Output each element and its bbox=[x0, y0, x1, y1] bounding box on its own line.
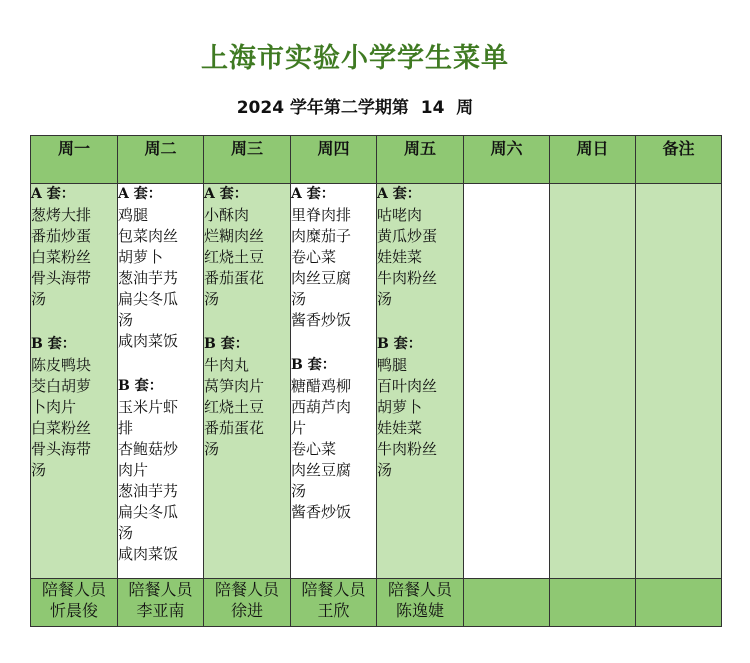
menu-item: 酱香炒饭 bbox=[291, 503, 352, 521]
menu-item: 酱香炒饭 bbox=[291, 311, 352, 329]
menu-item: 骨头海带 bbox=[31, 440, 92, 458]
header-row bbox=[31, 136, 722, 184]
set-label: B 套： bbox=[204, 336, 249, 352]
set-label: A 套： bbox=[118, 186, 162, 202]
menu-item: 娃娃菜 bbox=[377, 419, 423, 437]
menu-item: 卷心菜 bbox=[291, 248, 337, 266]
header-tuesday: 周二 bbox=[118, 136, 204, 184]
menu-cell-monday bbox=[31, 184, 118, 579]
menu-item: 肉片 bbox=[118, 461, 149, 479]
menu-item: 卜肉片 bbox=[31, 398, 77, 416]
staff-label: 陪餐人员 bbox=[128, 580, 193, 599]
set-label: B 套： bbox=[291, 357, 336, 373]
menu-item: 骨头海带 bbox=[31, 269, 92, 287]
menu-set-b bbox=[291, 355, 376, 523]
staff-name: 王欣 bbox=[317, 601, 350, 620]
menu-item: 肉丝豆腐 bbox=[291, 461, 352, 479]
set-label: B 套： bbox=[377, 336, 422, 352]
page-title: 上海市实验小学学生菜单 bbox=[201, 43, 509, 74]
menu-item: 西葫芦肉 bbox=[291, 398, 352, 416]
menu-cell-thursday bbox=[291, 184, 377, 579]
staff-label: 陪餐人员 bbox=[41, 580, 106, 599]
menu-cell-sunday bbox=[550, 184, 636, 579]
menu-item: 排 bbox=[118, 419, 134, 437]
menu-item: 片 bbox=[291, 419, 307, 437]
menu-cell-saturday bbox=[464, 184, 550, 579]
menu-item: 汤 bbox=[31, 461, 47, 479]
set-label: A 套： bbox=[377, 186, 421, 202]
menu-item: 咸肉菜饭 bbox=[118, 545, 179, 563]
menu-item: 鸡腿 bbox=[118, 206, 149, 224]
menu-item: 汤 bbox=[291, 290, 307, 308]
menu-item: 汤 bbox=[291, 482, 307, 500]
staff-cell-wednesday bbox=[204, 579, 291, 627]
staff-row bbox=[31, 579, 722, 627]
menu-item: 牛肉粉丝 bbox=[377, 440, 438, 458]
menu-item: 番茄蛋花 bbox=[204, 269, 265, 287]
menu-item: 汤 bbox=[118, 311, 134, 329]
menu-item: 汤 bbox=[118, 524, 134, 542]
staff-name: 李亚南 bbox=[136, 601, 185, 620]
menu-set-b bbox=[118, 376, 203, 565]
menu-item: 糖醋鸡柳 bbox=[291, 377, 352, 395]
menu-item: 白菜粉丝 bbox=[31, 419, 92, 437]
set-label: B 套： bbox=[31, 336, 76, 352]
menu-item: 咕咾肉 bbox=[377, 206, 423, 224]
staff-cell-thursday bbox=[291, 579, 377, 627]
menu-item: 汤 bbox=[377, 461, 393, 479]
menu-item: 牛肉粉丝 bbox=[377, 269, 438, 287]
header-saturday: 周六 bbox=[464, 136, 550, 184]
staff-name: 陈逸婕 bbox=[395, 601, 444, 620]
menu-item: 汤 bbox=[204, 440, 220, 458]
menu-item: 肉糜茄子 bbox=[291, 227, 352, 245]
staff-cell-saturday bbox=[464, 579, 550, 627]
menu-item: 玉米片虾 bbox=[118, 398, 179, 416]
menu-item: 牛肉丸 bbox=[204, 356, 250, 374]
header-thursday: 周四 bbox=[291, 136, 377, 184]
menu-item: 莴笋肉片 bbox=[204, 377, 265, 395]
menu-set-b bbox=[204, 334, 290, 460]
staff-cell-friday bbox=[377, 579, 464, 627]
menu-item: 葱油芋艿 bbox=[118, 482, 179, 500]
menu-item: 汤 bbox=[377, 290, 393, 308]
staff-name: 徐进 bbox=[230, 601, 263, 620]
set-label: A 套： bbox=[31, 186, 75, 202]
menu-item: 汤 bbox=[204, 290, 220, 308]
menu-cell-friday bbox=[377, 184, 464, 579]
staff-cell-monday bbox=[31, 579, 118, 627]
staff-cell-tuesday bbox=[118, 579, 204, 627]
header-wednesday: 周三 bbox=[204, 136, 291, 184]
menu-row bbox=[31, 184, 722, 579]
header-notes: 备注 bbox=[636, 136, 722, 184]
menu-item: 番茄炒蛋 bbox=[31, 227, 92, 245]
set-label: A 套： bbox=[204, 186, 248, 202]
menu-item: 红烧土豆 bbox=[204, 248, 265, 266]
menu-item: 扁尖冬瓜 bbox=[118, 503, 179, 521]
menu-item: 汤 bbox=[31, 290, 47, 308]
staff-name: 忻晨俊 bbox=[49, 601, 98, 620]
menu-set-a bbox=[31, 184, 117, 310]
menu-item: 陈皮鸭块 bbox=[31, 356, 92, 374]
header-friday: 周五 bbox=[377, 136, 464, 184]
menu-item: 扁尖冬瓜 bbox=[118, 290, 179, 308]
menu-set-b bbox=[377, 334, 463, 481]
menu-item: 百叶肉丝 bbox=[377, 377, 438, 395]
menu-item: 茭白胡萝 bbox=[31, 377, 92, 395]
menu-item: 黄瓜炒蛋 bbox=[377, 227, 438, 245]
header-monday: 周一 bbox=[31, 136, 118, 184]
menu-item: 杏鲍菇炒 bbox=[118, 440, 179, 458]
menu-cell-tuesday bbox=[118, 184, 204, 579]
menu-item: 胡萝卜 bbox=[377, 398, 423, 416]
staff-cell-notes bbox=[636, 579, 722, 627]
staff-label: 陪餐人员 bbox=[214, 580, 279, 599]
menu-item: 烂糊肉丝 bbox=[204, 227, 265, 245]
menu-item: 包菜肉丝 bbox=[118, 227, 179, 245]
menu-item: 小酥肉 bbox=[204, 206, 250, 224]
menu-item: 红烧土豆 bbox=[204, 398, 265, 416]
menu-item: 葱油芋艿 bbox=[118, 269, 179, 287]
menu-set-a bbox=[291, 184, 376, 331]
menu-item: 娃娃菜 bbox=[377, 248, 423, 266]
menu-item: 肉丝豆腐 bbox=[291, 269, 352, 287]
menu-set-a bbox=[118, 184, 203, 352]
staff-label: 陪餐人员 bbox=[301, 580, 366, 599]
menu-set-a bbox=[204, 184, 290, 310]
staff-cell-sunday bbox=[550, 579, 636, 627]
menu-item: 白菜粉丝 bbox=[31, 248, 92, 266]
menu-item: 番茄蛋花 bbox=[204, 419, 265, 437]
menu-set-b bbox=[31, 334, 117, 481]
menu-item: 葱烤大排 bbox=[31, 206, 92, 224]
menu-cell-wednesday bbox=[204, 184, 291, 579]
week-subtitle: 2024 学年第二学期第 14 周 bbox=[236, 98, 474, 118]
menu-item: 咸肉菜饭 bbox=[118, 332, 179, 350]
menu-table bbox=[30, 135, 722, 627]
staff-label: 陪餐人员 bbox=[387, 580, 452, 599]
menu-item: 胡萝卜 bbox=[118, 248, 164, 266]
set-label: B 套： bbox=[118, 378, 163, 394]
menu-set-a bbox=[377, 184, 463, 310]
menu-cell-notes bbox=[636, 184, 722, 579]
header-sunday: 周日 bbox=[550, 136, 636, 184]
set-label: A 套： bbox=[291, 186, 335, 202]
menu-item: 里脊肉排 bbox=[291, 206, 352, 224]
menu-item: 卷心菜 bbox=[291, 440, 337, 458]
menu-item: 鸭腿 bbox=[377, 356, 408, 374]
